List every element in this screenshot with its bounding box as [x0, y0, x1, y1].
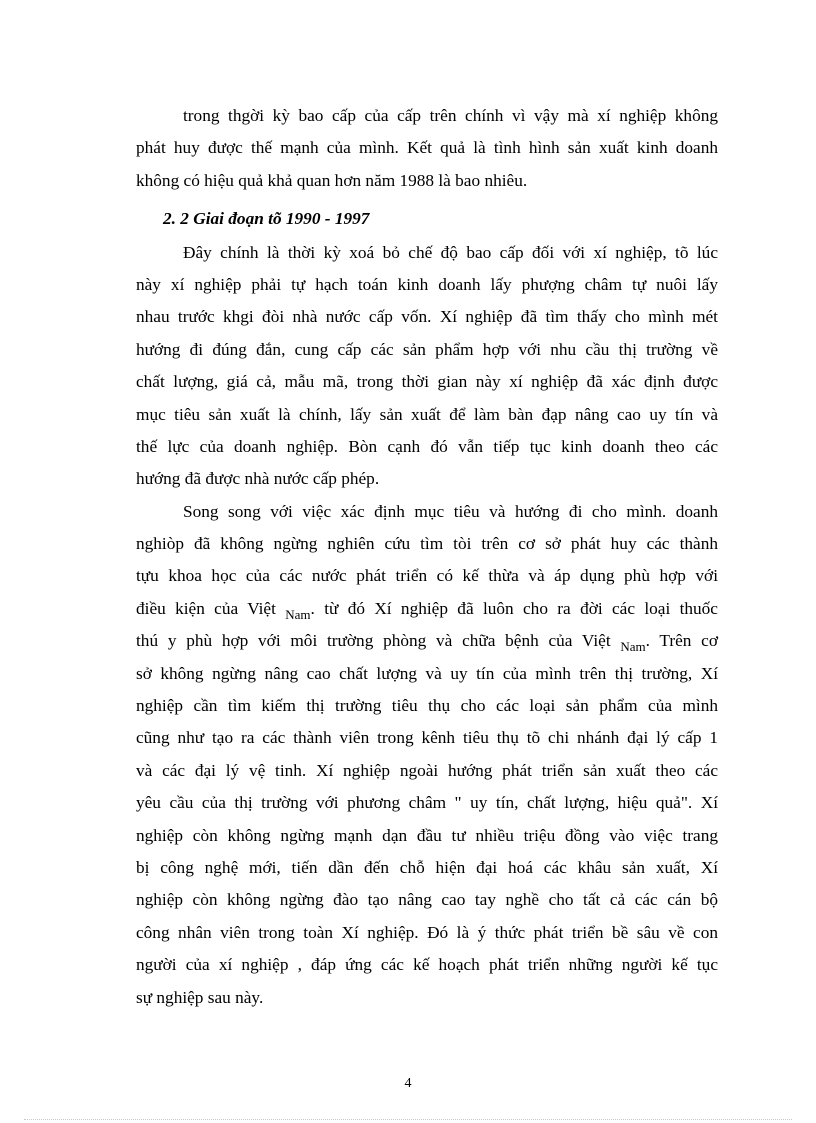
text-line: Đây chính là thời kỳ xoá bỏ chế độ bao cấp đối với xí nghiệp, tõ lúc: [183, 242, 718, 262]
text-line: người của xí nghiệp , đáp ứng các kế hoạch phát triển những người kế tục: [136, 955, 718, 975]
text-line: mục tiêu sản xuất là chính, lấy sản xuất để làm bàn đạp nâng cao uy tín và: [136, 404, 718, 424]
paragraph-1: [136, 237, 718, 496]
text-line: nghiòp đã không ngừng nghiên cứu tìm tòi trên cơ sở phát huy các thành: [136, 534, 718, 554]
text-fragment: điều kiện của Việt: [136, 598, 276, 618]
page-number: 4: [404, 1076, 412, 1091]
text-line: phát huy được thế mạnh của mình. Kết quả là tình hình sản xuất kinh doanh: [136, 138, 718, 158]
text-line: và các đại lý vệ tinh. Xí nghiệp ngoài hướng phát triển sản xuất theo các: [136, 760, 718, 780]
text-line: [136, 625, 718, 657]
subscript-text: Nam: [620, 639, 646, 655]
text-line: sở không ngừng nâng cao chất lượng và uy tín của mình trên thị trường, Xí: [136, 663, 718, 683]
text-line: nghiệp còn không ngừng mạnh dạn đầu tư nhiều triệu đồng vào việc trang: [136, 825, 718, 845]
text-line: thế lực của doanh nghiệp. Bòn cạnh đó vẫn tiếp tục kinh doanh theo các: [136, 436, 718, 456]
text-line: tựu khoa học của các nước phát triển có kế thừa và áp dụng phù hợp với: [136, 566, 718, 586]
text-line: này xí nghiệp phải tự hạch toán kinh doanh lấy phượng châm tự nuôi lấy: [136, 274, 718, 294]
document-body: [136, 100, 718, 1014]
text-line: nghiệp cần tìm kiếm thị trường tiêu thụ cho các loại sản phẩm của mình: [136, 696, 718, 716]
text-line: nhau trước khgi đòi nhà nước cấp vốn. Xí nghiệp đã tìm thấy cho mình mét: [136, 307, 718, 327]
text-line: hướng đã được nhà nước cấp phép.: [136, 469, 380, 489]
text-line: công nhân viên trong toàn Xí nghiệp. Đó là ý thức phát triển bề sâu về con: [136, 922, 718, 942]
text-fragment: thú y phù hợp với môi trường phòng và chữa bệnh của Việt: [136, 631, 611, 651]
text-line: không có hiệu quả khả quan hơn năm 1988 là bao nhiêu.: [136, 170, 528, 190]
text-line: nghiệp còn không ngừng đào tạo nâng cao tay nghề cho tất cả các cán bộ: [136, 890, 718, 910]
subscript-text: Nam: [285, 606, 311, 622]
page-bottom-divider: [24, 1119, 792, 1120]
section-heading: 2. 2 Giai đoạn tõ 1990 - 1997: [163, 209, 370, 229]
text-fragment: . từ đó Xí nghiệp đã luôn cho ra đời các loại thuốc: [310, 598, 718, 618]
paragraph-intro: [136, 100, 718, 197]
text-line: hướng đi đúng đắn, cung cấp các sản phẩm hợp với nhu cầu thị trường về: [136, 339, 718, 359]
text-fragment: . Trên cơ: [645, 631, 718, 651]
text-line: Song song với việc xác định mục tiêu và hướng đi cho mình. doanh: [183, 501, 718, 521]
paragraph-2: [136, 496, 718, 1014]
text-line: trong thgời kỳ bao cấp của cấp trên chính vì vậy mà xí nghiệp không: [183, 106, 718, 125]
text-line: yêu cầu của thị trường với phương châm " uy tín, chất lượng, hiệu quả". Xí: [136, 793, 718, 813]
text-line: chất lượng, giá cả, mẫu mã, trong thời gian này xí nghiệp đã xác định được: [136, 372, 718, 392]
text-line: bị công nghệ mới, tiến dần đến chỗ hiện đại hoá các khâu sản xuất, Xí: [136, 857, 718, 877]
text-line: [136, 593, 718, 625]
text-line: sự nghiệp sau này.: [136, 987, 264, 1007]
text-line: cũng như tạo ra các thành viên trong kênh tiêu thụ tõ chi nhánh đại lý cấp 1: [136, 728, 718, 748]
